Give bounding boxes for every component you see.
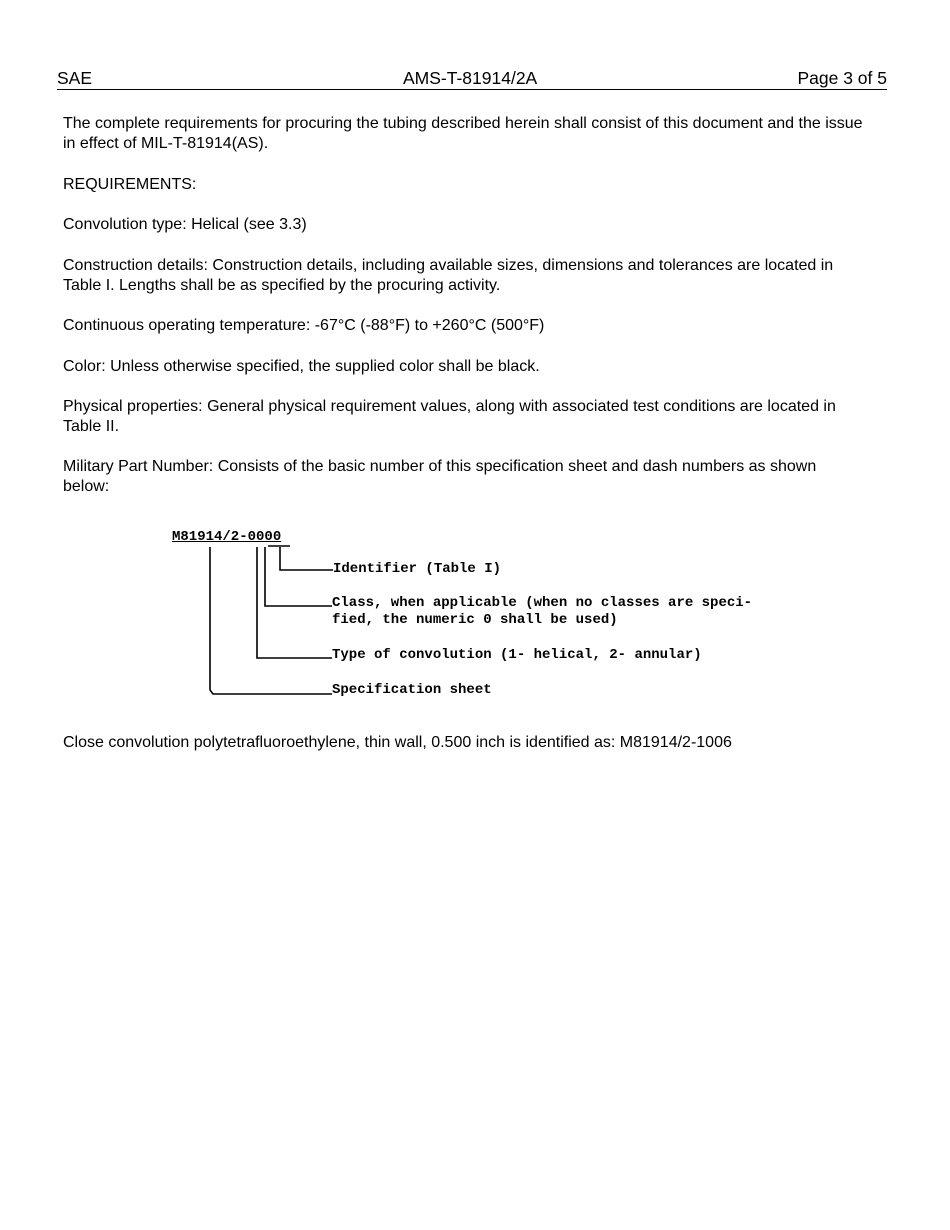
class-label: Class, when applicable (when no classes are speci- fied, the numeric 0 shall be used) (332, 595, 753, 628)
part-number-template: M81914/2-0000 (172, 529, 282, 545)
identifier-leader (280, 547, 333, 570)
operating-temperature-paragraph: Continuous operating temperature: -67°C (-88°F) to +260°C (500°F) (63, 317, 545, 334)
page-header (57, 67, 887, 90)
header-org: SAE (57, 68, 93, 88)
spec-sheet-leader (210, 547, 332, 694)
requirements-heading: REQUIREMENTS: (63, 176, 197, 193)
color-paragraph: Color: Unless otherwise specified, the supplied color shall be black. (63, 358, 540, 375)
part-number-diagram (150, 520, 850, 710)
class-leader (265, 547, 332, 606)
identifier-label: Identifier (Table I) (333, 561, 502, 577)
header-page-number: Page 3 of 5 (797, 68, 887, 88)
physical-properties-paragraph: Physical properties: General physical requirement values, along with associated test conditions are located in Table II. (63, 398, 836, 435)
type-leader (257, 547, 332, 658)
header-doc-id: AMS-T-81914/2A (403, 68, 538, 88)
example-paragraph: Close convolution polytetrafluoroethylene, thin wall, 0.500 inch is identified as: M81914/2-1006 (63, 734, 732, 751)
convolution-type-label: Type of convolution (1- helical, 2- annular) (332, 647, 702, 663)
specification-sheet-label: Specification sheet (332, 682, 492, 698)
military-part-number-paragraph: Military Part Number: Consists of the basic number of this specification sheet and dash numbers as shown below: (63, 458, 817, 495)
construction-details-paragraph: Construction details: Construction details, including available sizes, dimensions and tolerances are located in Table I. Lengths shall be as specified by the procuring activity. (63, 257, 834, 294)
convolution-type-paragraph: Convolution type: Helical (see 3.3) (63, 216, 307, 233)
intro-paragraph: The complete requirements for procuring the tubing described herein shall consist of this document and the issue in effect of MIL-T-81914(AS). (63, 115, 863, 152)
